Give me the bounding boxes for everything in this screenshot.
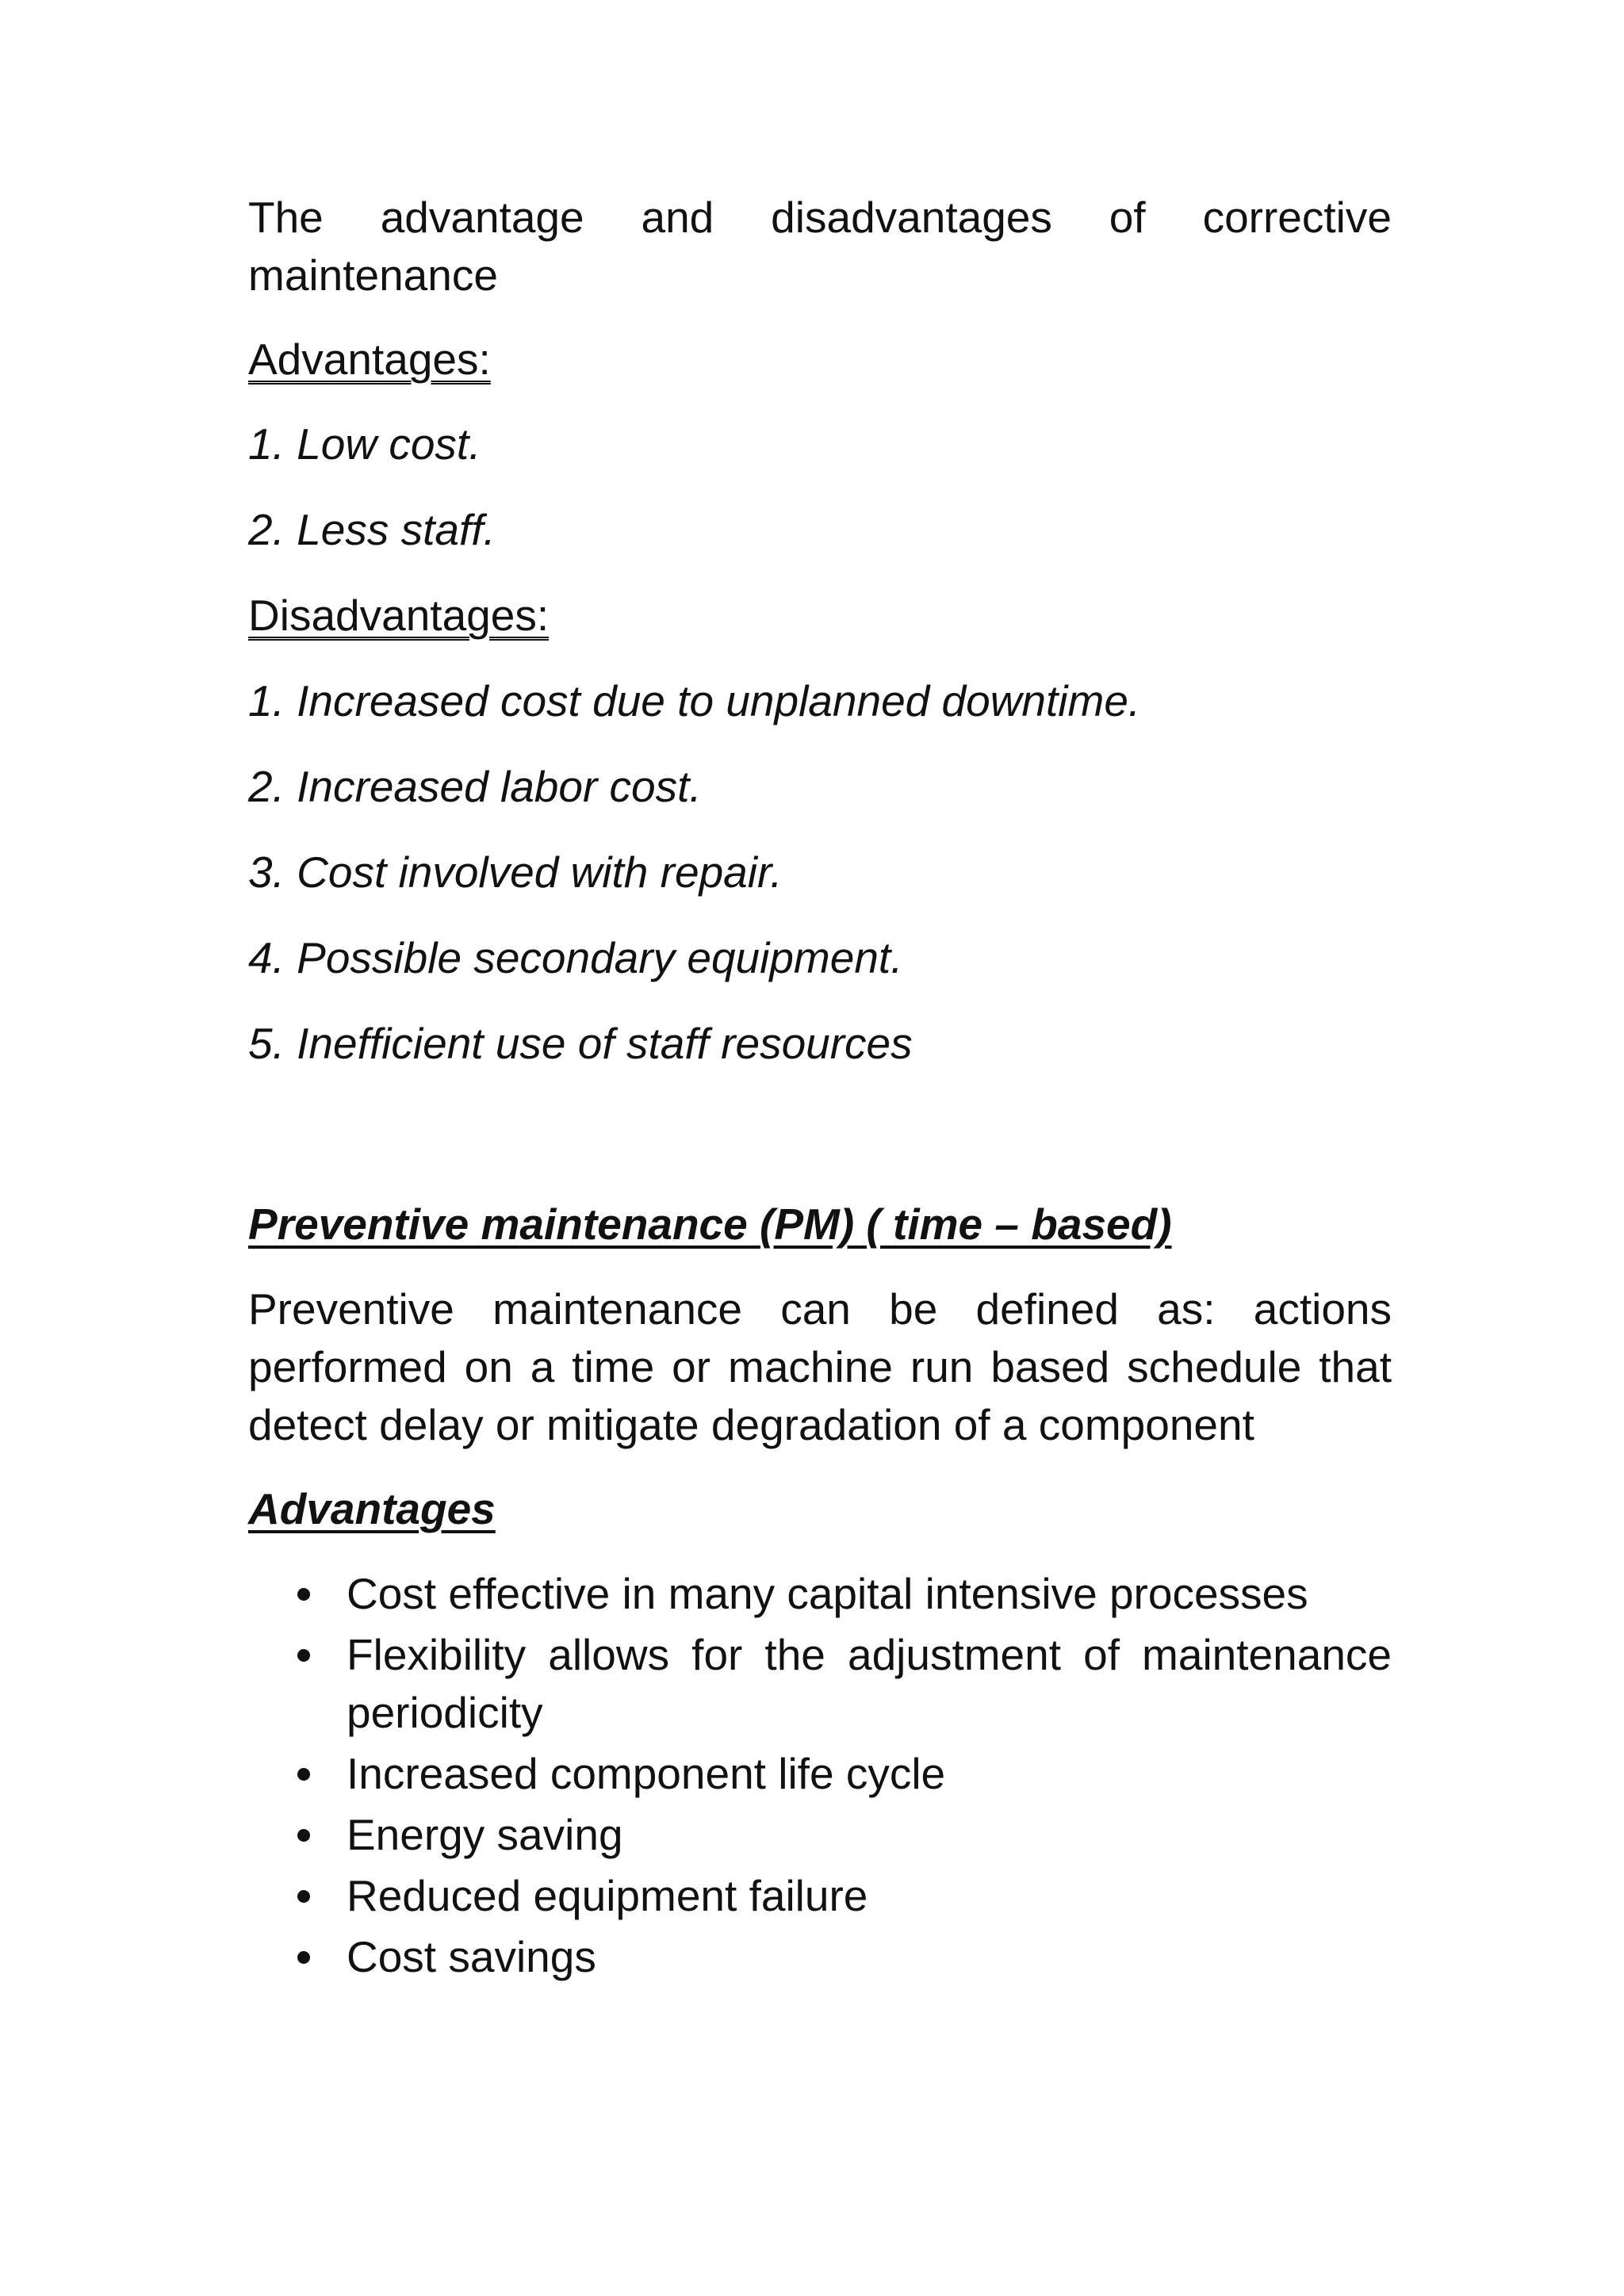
preventive-heading: Preventive maintenance (PM) ( time – based) [248,1200,1172,1249]
preventive-definition: Preventive maintenance can be defined as: actions performed on a time or machine run based schedule that detect delay or mitigate degradation of a component [248,1284,1392,1449]
list-item: Energy saving [248,1806,1392,1864]
bullet-icon [297,1890,310,1903]
corrective-disadvantage-item: 3. Cost involved with repair. [248,848,783,897]
section-title: The advantage and disadvantages of corrective maintenance [248,193,1392,300]
corrective-disadvantages-heading: Disadvantages: [248,591,550,640]
bullet-icon [297,1829,310,1842]
list-item: Cost effective in many capital intensive processes [248,1565,1392,1623]
preventive-advantages-list [248,1565,1392,1986]
preventive-advantages-heading: Advantages [248,1484,496,1533]
list-item: Increased component life cycle [248,1745,1392,1803]
document-page [248,189,1392,1989]
list-item: Cost savings [248,1928,1392,1986]
corrective-advantages-heading: Advantages: [248,335,491,384]
corrective-disadvantage-item: 1. Increased cost due to unplanned downtime. [248,676,1141,725]
corrective-disadvantage-item: 4. Possible secondary equipment. [248,933,903,982]
corrective-advantage-item: 1. Low cost. [248,419,481,469]
corrective-disadvantage-item: 2. Increased labor cost. [248,762,702,811]
list-item: Flexibility allows for the adjustment of maintenance periodicity [248,1626,1392,1742]
corrective-disadvantage-item: 5. Inefficient use of staff resources [248,1019,913,1068]
bullet-icon [297,1951,310,1964]
bullet-icon [297,1588,310,1601]
corrective-advantage-item: 2. Less staff. [248,505,496,554]
list-item: Reduced equipment failure [248,1867,1392,1925]
bullet-icon [297,1768,310,1781]
bullet-icon [297,1649,310,1662]
